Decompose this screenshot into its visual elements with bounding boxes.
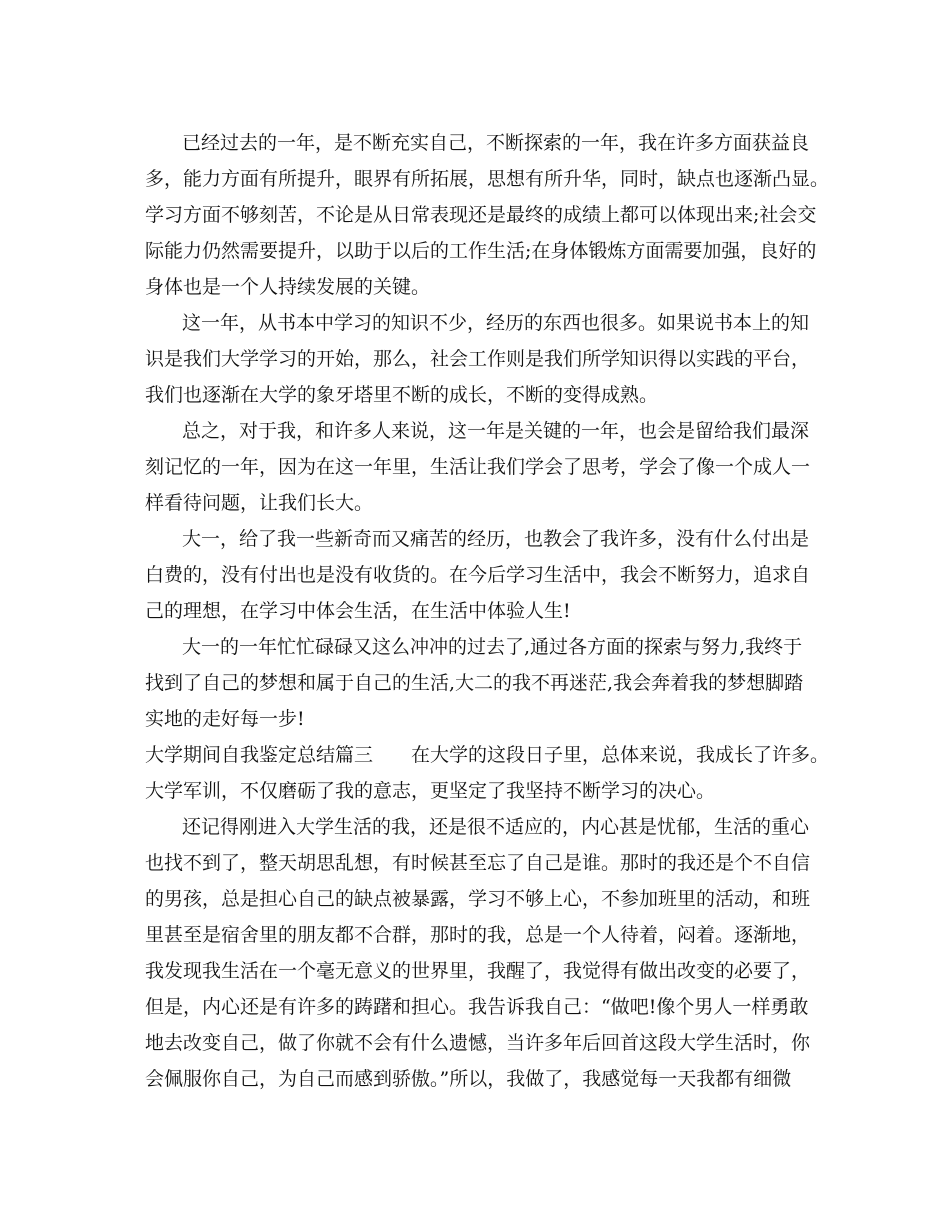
text-line: 地去改变自己，做了你就不会有什么遗憾，当许多年后回首这段大学生活时，你 — [145, 1032, 811, 1054]
text-line: 我发现我生活在一个毫无意义的世界里，我醒了，我觉得有做出改变的必要了， — [145, 960, 811, 982]
text-line: 识是我们大学学习的开始，那么，社会工作则是我们所学知识得以实践的平台， — [145, 348, 811, 370]
text-line: 多，能力方面有所提升，眼界有所拓展，思想有所升华，同时，缺点也逐渐凸显。 — [145, 168, 830, 190]
text-line: 也找不到了，整天胡思乱想，有时候甚至忘了自己是谁。那时的我还是个不自信 — [145, 852, 811, 874]
text-line: 大一，给了我一些新奇而又痛苦的经历，也教会了我许多，没有什么付出是 — [182, 528, 810, 550]
text-line: 里甚至是宿舍里的朋友都不合群，那时的我，总是一个人待着，闷着。逐渐地， — [145, 924, 811, 946]
text-line: 实地的走好每一步! — [145, 708, 305, 730]
text-line: 样看待问题，让我们长大。 — [145, 492, 374, 514]
text-line: 际能力仍然需要提升，以助于以后的工作生活;在身体锻炼方面需要加强，良好的 — [145, 240, 817, 262]
text-line: 己的理想，在学习中体会生活，在生活中体验人生! — [145, 600, 571, 622]
text-line: 我们也逐渐在大学的象牙塔里不断的成长，不断的变得成熟。 — [145, 384, 659, 406]
text-line: 但是，内心还是有许多的踌躇和担心。我告诉我自己：“做吧!像个男人一样勇敢 — [145, 996, 809, 1018]
text-line: 大学军训，不仅磨砺了我的意志，更坚定了我坚持不断学习的决心。 — [145, 780, 716, 802]
text-line: 找到了自己的梦想和属于自己的生活,大二的我不再迷茫,我会奔着我的梦想脚踏 — [145, 672, 804, 694]
text-line: 身体也是一个人持续发展的关键。 — [145, 276, 431, 298]
text-line: 会佩服你自己，为自己而感到骄傲。”所以，我做了，我感觉每一天我都有细微 — [145, 1068, 792, 1090]
text-line: 白费的，没有付出也是没有收货的。在今后学习生活中，我会不断努力，追求自 — [145, 564, 811, 586]
text-line: 这一年，从书本中学习的知识不少，经历的东西也很多。如果说书本上的知 — [182, 312, 810, 334]
text-line: 已经过去的一年，是不断充实自己，不断探索的一年，我在许多方面获益良 — [182, 132, 810, 154]
text-line: 总之，对于我，和许多人来说，这一年是关键的一年，也会是留给我们最深 — [182, 420, 810, 442]
text-line: 学习方面不够刻苦，不论是从日常表现还是最终的成绩上都可以体现出来;社会交 — [145, 204, 817, 226]
text-line: 大一的一年忙忙碌碌又这么冲冲的过去了,通过各方面的探索与努力,我终于 — [182, 636, 803, 658]
text-line: 还记得刚进入大学生活的我，还是很不适应的，内心甚是忧郁，生活的重心 — [182, 816, 810, 838]
text-line: 大学期间自我鉴定总结篇三 在大学的这段日子里，总体来说，我成长了许多。 — [145, 744, 830, 766]
text-line: 的男孩，总是担心自己的缺点被暴露，学习不够上心，不参加班里的活动，和班 — [145, 888, 811, 910]
text-line: 刻记忆的一年，因为在这一年里，生活让我们学会了思考，学会了像一个成人一 — [145, 456, 811, 478]
